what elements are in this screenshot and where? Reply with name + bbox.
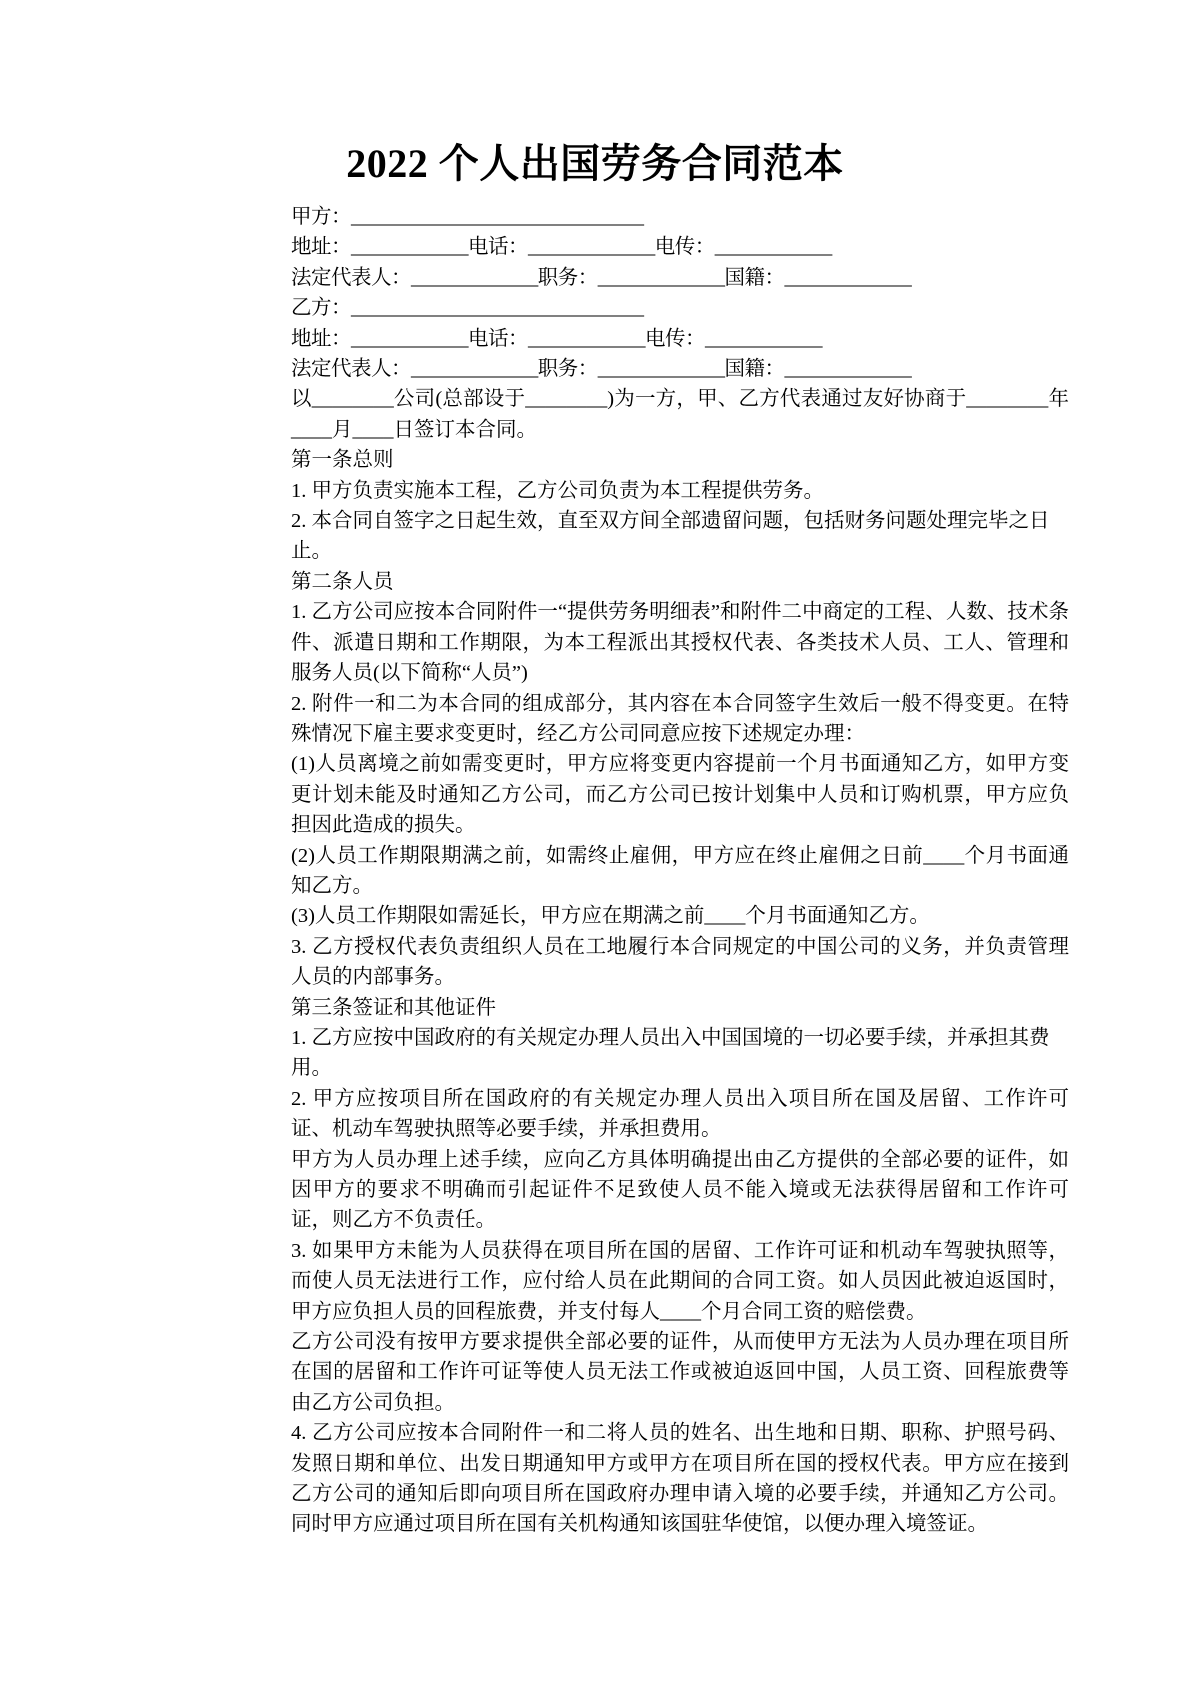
field-party-a-representative: 法定代表人：_____________职务：_____________国籍：_____________	[291, 266, 912, 289]
paragraph-article3-item3: 3. 如果甲方未能为人员获得在项目所在国的居留、工作许可证和机动车驾驶执照等，而使人员无法进行工作，应付给人员在此期间的合同工资。如人员因此被迫返国时，甲方应负担人员的回程旅费，并支付每人____个月合同工资的赔偿费。	[291, 1239, 1069, 1323]
field-party-b-address: 地址：____________电话：____________电传：____________	[291, 327, 822, 350]
paragraph-preamble: 以________公司(总部设于________)为一方，甲、乙方代表通过友好协商于________年____月____日签订本合同。	[291, 388, 1069, 441]
field-party-a-address: 地址：____________电话：_____________电传：____________	[291, 236, 832, 259]
paragraph-article3-item3-note: 乙方公司没有按甲方要求提供全部必要的证件，从而使甲方无法为人员办理在项目所在国的居留和工作许可证等使人员无法工作或被迫返回中国，人员工资、回程旅费等由乙方公司负担。	[291, 1331, 1069, 1414]
paragraph-article1-item1: 1. 甲方负责实施本工程，乙方公司负责为本工程提供劳务。	[291, 479, 824, 502]
party-fields-group	[291, 202, 1069, 384]
paragraph-article2-item2-sub2: (2)人员工作期限期满之前，如需终止雇佣，甲方应在终止雇佣之日前____个月书面通知乙方。	[291, 844, 1069, 897]
field-party-b-name: 乙方：______________________________	[291, 297, 644, 320]
paragraph-article2-item3: 3. 乙方授权代表负责组织人员在工地履行本合同规定的中国公司的义务，并负责管理人员的内部事务。	[291, 935, 1069, 989]
paragraph-article2-item2-sub1: (1)人员离境之前如需变更时，甲方应将变更内容提前一个月书面通知乙方，如甲方变更计划未能及时通知乙方公司，而乙方公司已按计划集中人员和订购机票，甲方应负担因此造成的损失。	[291, 753, 1069, 837]
paragraph-article2-item2-sub3: (3)人员工作期限如需延长，甲方应在期满之前____个月书面通知乙方。	[291, 905, 930, 928]
heading-article-2: 第二条人员	[291, 570, 394, 593]
paragraph-article2-item2: 2. 附件一和二为本合同的组成部分，其内容在本合同签字生效后一般不得变更。在特殊情况下雇主要求变更时，经乙方公司同意应按下述规定办理：	[291, 692, 1069, 745]
document-body	[121, 202, 1069, 1540]
field-party-b-representative: 法定代表人：_____________职务：_____________国籍：_____________	[291, 358, 912, 381]
paragraph-article3-item1: 1. 乙方应按中国政府的有关规定办理人员出入中国国境的一切必要手续，并承担其费用。	[291, 1026, 1050, 1080]
paragraph-article2-item1: 1. 乙方公司应按本合同附件一“提供劳务明细表”和附件二中商定的工程、人数、技术条件、派遣日期和工作期限，为本工程派出其授权代表、各类技术人员、工人、管理和服务人员(以下简称“人员”)	[291, 601, 1069, 685]
contract-body-paragraphs	[291, 384, 1069, 1539]
page-title: 2022 个人出国劳务合同范本	[346, 141, 844, 186]
paragraph-article3-item2: 2. 甲方应按项目所在国政府的有关规定办理人员出入项目所在国及居留、工作许可证、机动车驾驶执照等必要手续，并承担费用。	[291, 1087, 1069, 1141]
heading-article-3: 第三条签证和其他证件	[291, 996, 496, 1019]
field-party-a-name: 甲方：______________________________	[291, 206, 644, 228]
paragraph-article3-item2-note: 甲方为人员办理上述手续，应向乙方具体明确提出由乙方提供的全部必要的证件，如因甲方的要求不明确而引起证件不足致使人员不能入境或无法获得居留和工作许可证，则乙方不负责任。	[291, 1148, 1069, 1232]
heading-article-1: 第一条总则	[291, 449, 394, 472]
paragraph-article3-item4: 4. 乙方公司应按本合同附件一和二将人员的姓名、出生地和日期、职称、护照号码、发照日期和单位、出发日期通知甲方或甲方在项目所在国的授权代表。甲方应在接到乙方公司的通知后即向项目所在国政府办理申请入境的必要手续，并通知乙方公司。同时甲方应通过项目所在国有关机构通知该国驻华使馆，以便办理入境签证。	[291, 1422, 1069, 1536]
paragraph-article1-item2: 2. 本合同自签字之日起生效，直至双方间全部遗留问题，包括财务问题处理完毕之日止。	[291, 510, 1050, 563]
